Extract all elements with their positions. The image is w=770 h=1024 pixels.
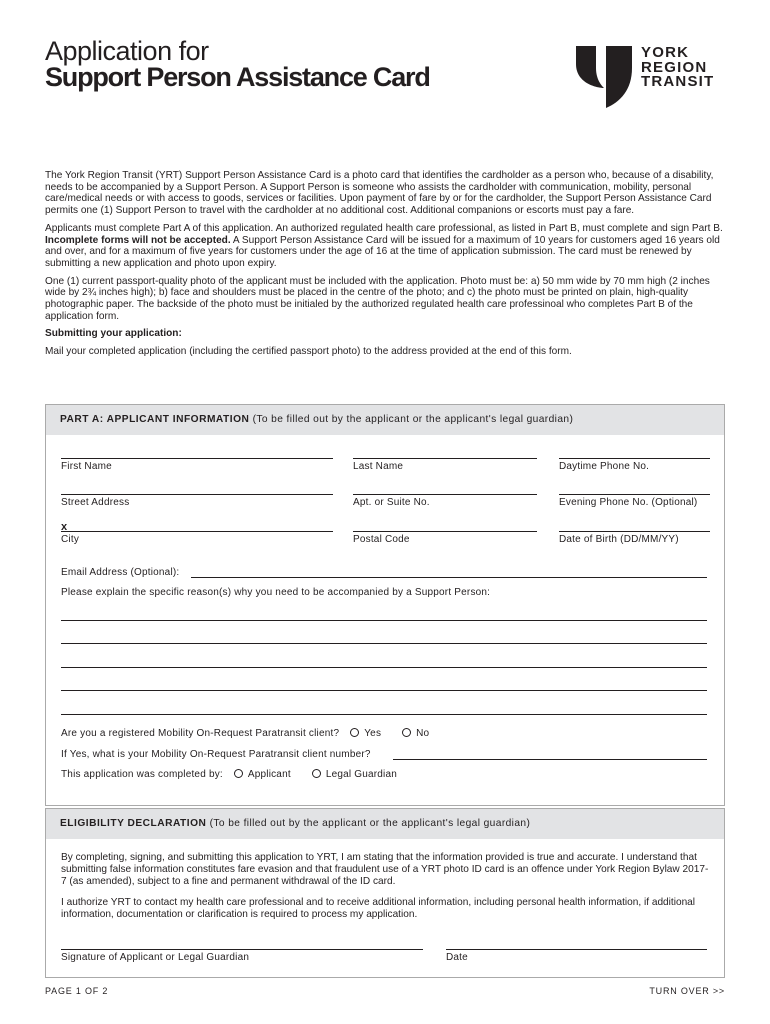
x-mark: x [61, 521, 68, 533]
reason-line-3[interactable] [61, 667, 707, 668]
applicant-radio[interactable] [234, 769, 243, 778]
completed-by-text: This application was completed by: [61, 769, 223, 780]
email-field[interactable] [191, 577, 707, 578]
reason-label: Please explain the specific reason(s) why you need to be accompanied by a Support Person: [61, 587, 491, 598]
reason-line-5[interactable] [61, 714, 707, 715]
guardian-radio[interactable] [312, 769, 321, 778]
page-number: PAGE 1 OF 2 [45, 986, 109, 996]
date-field[interactable] [446, 949, 707, 950]
dob-field[interactable] [559, 531, 710, 532]
city-label: City [61, 534, 80, 545]
postal-label: Postal Code [353, 534, 410, 545]
incomplete-warning: Incomplete forms will not be accepted. [45, 234, 231, 246]
eve-phone-field[interactable] [559, 494, 710, 495]
intro-paragraph-3: One (1) current passport-quality photo of the applicant must be included with the application. Photo must be: a) 50 mm wide by 70 mm high (2 inches wide by 2¾ inches high); b) face and shoulders must be placed in the centre of the photo; and c) the photo must be printed on plain, high-quality photographic paper. The backside of the photo must be initialed by the authorized regulated health care professinoal who completes Part B of the application form. [45, 275, 710, 322]
day-phone-label: Daytime Phone No. [559, 461, 650, 472]
signature-field[interactable] [61, 949, 423, 950]
date-label: Date [446, 952, 468, 963]
submit-heading: Submitting your application: [45, 328, 182, 340]
last-name-field[interactable] [353, 458, 537, 459]
mobility-question [61, 728, 429, 739]
reason-line-4[interactable] [61, 690, 707, 691]
apt-field[interactable] [353, 494, 537, 495]
declaration-paragraph-2: I authorize YRT to contact my health care professional and to receive additional information, including personal health information, if additional information, documentation or clarification is required to process my application. [61, 897, 696, 920]
turn-over: TURN OVER >> [649, 986, 725, 996]
part-a-title: PART A: APPLICANT INFORMATION [60, 414, 250, 425]
day-phone-field[interactable] [559, 458, 710, 459]
applicant-label: Applicant [247, 769, 291, 780]
yes-label: Yes [364, 728, 382, 739]
declaration-paragraph-1: By completing, signing, and submitting this application to YRT, I am stating that the information provided is true and accurate. I understand that submitting false information constitutes fare evasion and that fraudulent use of a YRT photo ID card is an offence under York Region Bylaw 2017-7 (as amended), subject to a fine and permanent withdrawal of the ID card. [61, 852, 709, 887]
apt-label: Apt. or Suite No. [353, 497, 430, 508]
eligibility-header [46, 809, 724, 839]
intro-paragraph-1: The York Region Transit (YRT) Support Person Assistance Card is a photo card that identifies the cardholder as a person who, because of a disability, needs to be accompanied by a Support Person. A Support Person is someone who assists the cardholder with communication, mobility, personal care/medical needs or with access to goods, services or facilities. Upon payment of fare by or for the cardholder, the Support Person Assistance Card permits one (1) Support Person to travel with the cardholder at no additional cost. Additional companions or escorts must pay a fare. [45, 170, 714, 217]
first-name-field[interactable] [61, 458, 333, 459]
street-label: Street Address [61, 497, 130, 508]
no-radio[interactable] [402, 728, 411, 737]
logo-york: YORK [641, 44, 690, 61]
reason-line-2[interactable] [61, 643, 707, 644]
completed-by [61, 769, 397, 780]
mobility-question-text: Are you a registered Mobility On-Request Paratransit client? [61, 728, 340, 739]
dob-label: Date of Birth (DD/MM/YY) [559, 534, 679, 545]
eve-phone-label: Evening Phone No. (Optional) [559, 497, 698, 508]
first-name-label: First Name [61, 461, 112, 472]
intro-p2-part1: Applicants must complete Part A of this application. An authorized regulated health care professional, as listed in Part B, must complete and sign Part B. [45, 222, 723, 234]
city-field[interactable] [61, 531, 333, 532]
logo-transit: TRANSIT [641, 73, 715, 90]
reason-line-1[interactable] [61, 620, 707, 621]
eligibility-title: ELIGIBILITY DECLARATION [60, 818, 207, 829]
postal-field[interactable] [353, 531, 537, 532]
no-label: No [416, 728, 430, 739]
mobility-number-label: If Yes, what is your Mobility On-Request Paratransit client number? [61, 749, 371, 760]
part-a-section [45, 404, 725, 806]
email-label: Email Address (Optional): [61, 567, 180, 578]
eligibility-section [45, 808, 725, 978]
intro-paragraph-2 [45, 223, 725, 270]
yrt-logo [576, 46, 736, 108]
logo-region: REGION [641, 58, 708, 76]
title-line1: Application for [45, 36, 209, 66]
yes-radio[interactable] [350, 728, 359, 737]
last-name-label: Last Name [353, 461, 404, 472]
signature-label: Signature of Applicant or Legal Guardian [61, 952, 250, 963]
mobility-number-field[interactable] [393, 759, 707, 760]
part-a-subtitle: (To be filled out by the applicant or the applicant's legal guardian) [249, 414, 574, 425]
intro-text [45, 170, 725, 364]
eligibility-subtitle: (To be filled out by the applicant or the applicant's legal guardian) [206, 818, 531, 829]
title-line2: Support Person Assistance Card [45, 62, 430, 92]
intro-p2-part2: A Support Person Assistance Card will be issued for a maximum of 10 years for customers aged 16 years old and over, and for a maximum of five years for customers under the age of 16 at the time of application submission. The card must be renewed by submitting a new application and photo upon expiry. [45, 234, 720, 269]
street-field[interactable] [61, 494, 333, 495]
guardian-label: Legal Guardian [325, 769, 397, 780]
yrt-logo-mark [576, 46, 634, 108]
submit-text: Mail your completed application (including the certified passport photo) to the address provided at the end of this form. [45, 346, 572, 358]
part-a-header [46, 405, 724, 435]
